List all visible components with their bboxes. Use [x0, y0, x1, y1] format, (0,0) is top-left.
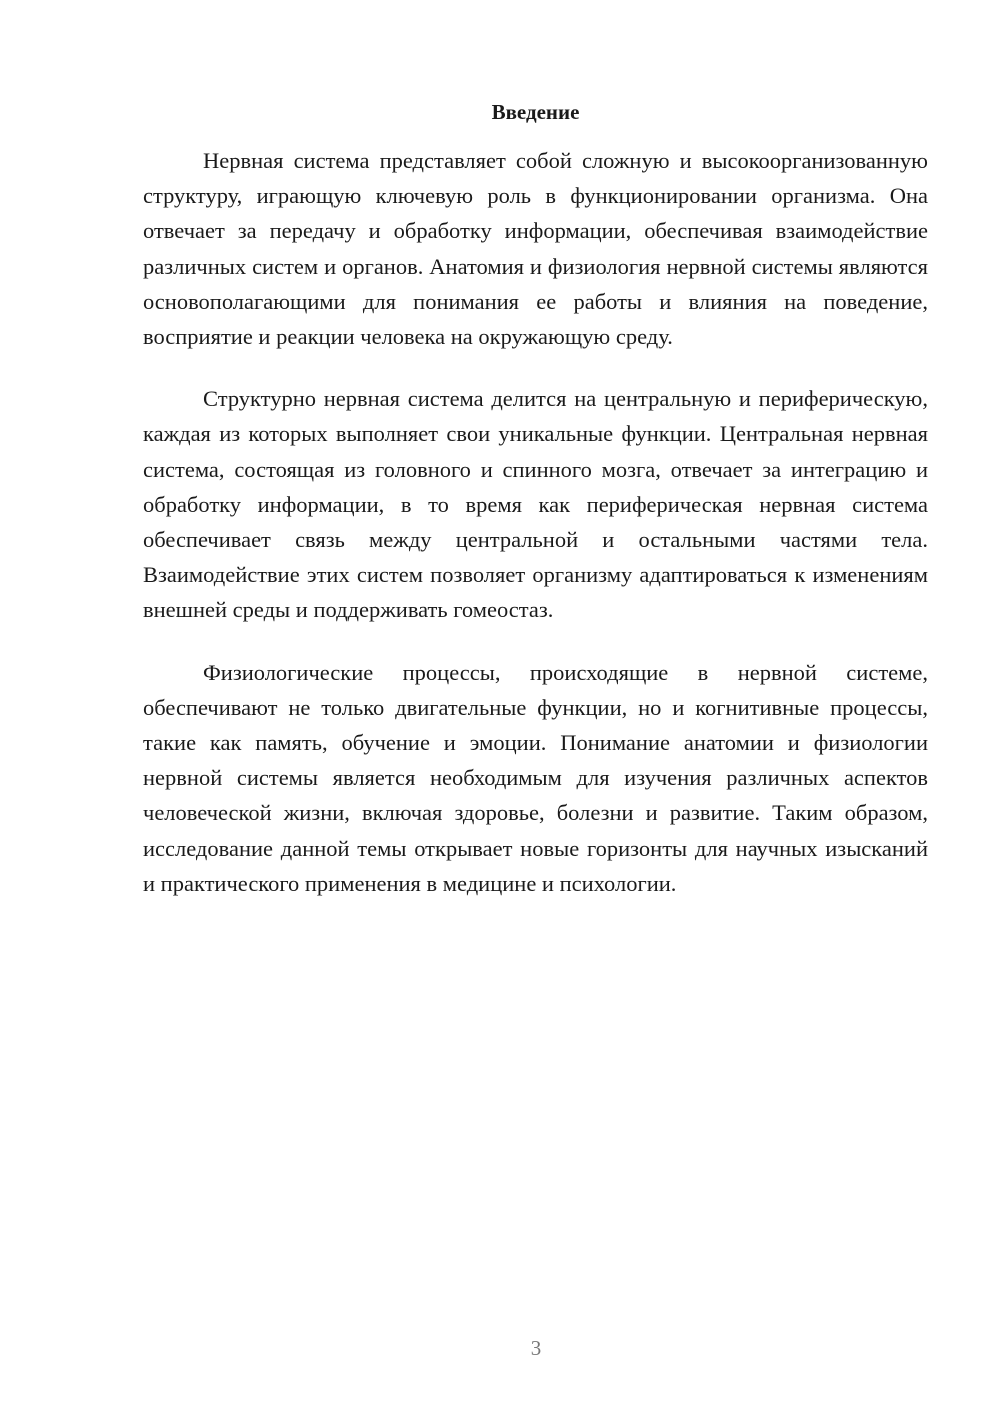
paragraph-3: Физиологические процессы, происходящие в нервной системе, обеспечивают не только двигательные функции, но и когнитивные процессы, такие как память, обучение и эмоции. Понимание анатомии и физиологии нервной системы является необходимым для изучения различных аспектов человеческой жизни, включая здоровье, болезни и развитие. Таким образом, исследование данной темы открывает новые горизонты для научных изысканий и практического применения в медицине и психологии. [143, 659, 928, 896]
document-body [143, 143, 928, 928]
page-title: Введение [491, 100, 580, 124]
paragraph-2: Структурно нервная система делится на центральную и периферическую, каждая из которых выполняет свои уникальные функции. Центральная нервная система, состоящая из головного и спинного мозга, отвечает за интеграцию и обработку информации, в то время как периферическая нервная система обеспечивает связь между центральной и остальными частями тела. Взаимодействие этих систем позволяет организму адаптироваться к изменениям внешней среды и поддерживать гомеостаз. [143, 386, 928, 623]
page-number: 3 [530, 1336, 542, 1360]
paragraph-1: Нервная система представляет собой сложную и высокоорганизованную структуру, играющую ключевую роль в функционировании организма. Она отвечает за передачу и обработку информации, обеспечивая взаимодействие различных систем и органов. Анатомия и физиология нервной системы являются основополагающими для понимания ее работы и влияния на поведение, восприятие и реакции человека на окружающую среду. [143, 148, 928, 350]
